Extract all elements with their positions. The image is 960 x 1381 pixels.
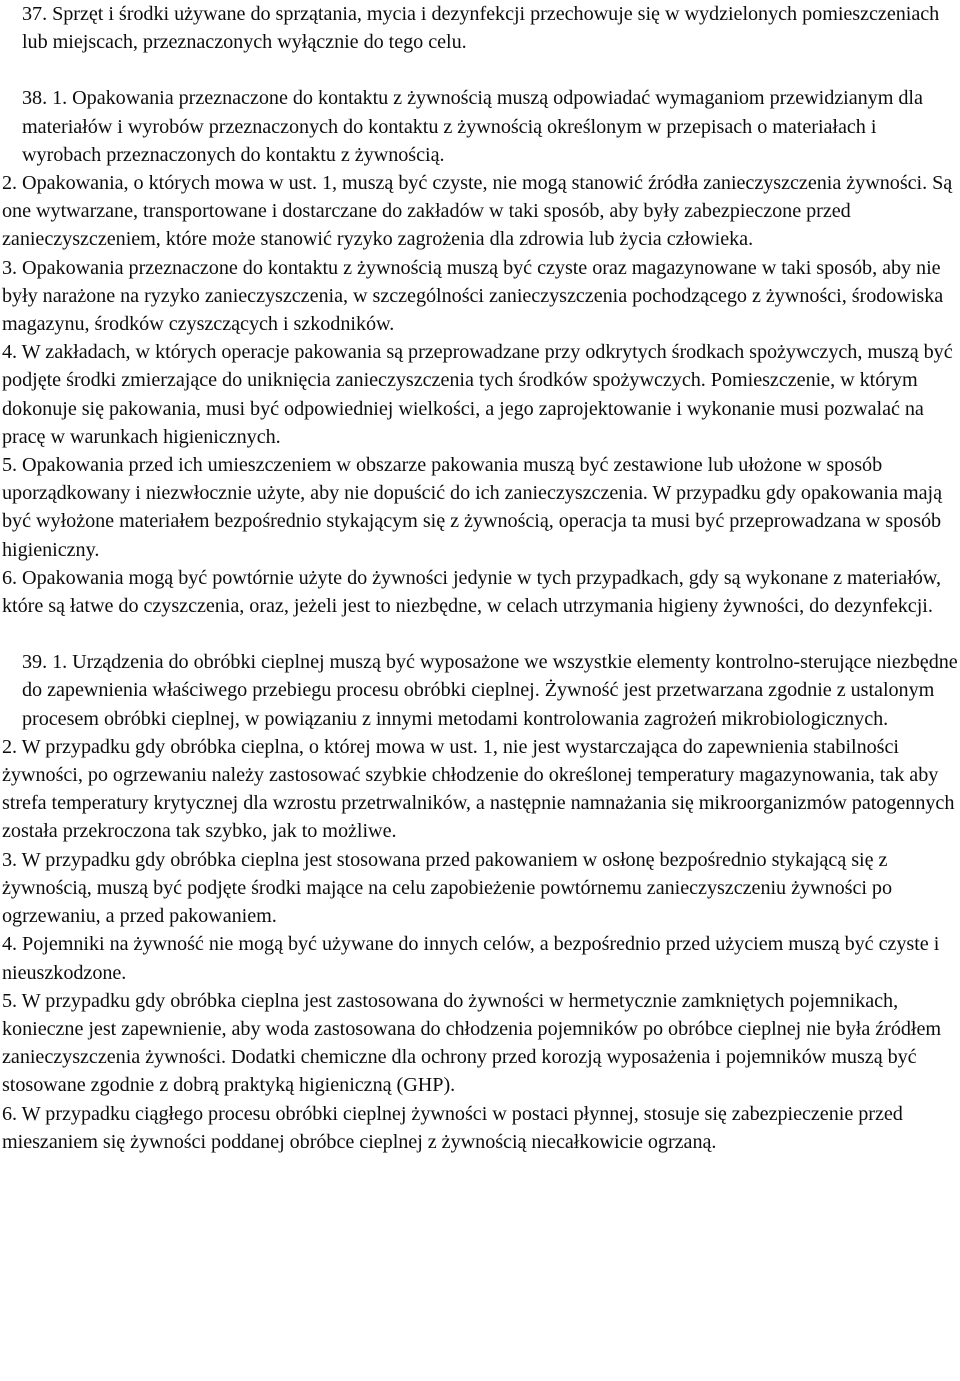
section-38-item-3: 3. Opakowania przeznaczone do kontaktu z żywnością muszą być czyste oraz magazynowane w taki sposób, aby nie były narażone na ryzyko zanieczyszczenia, w szczególności zanieczyszczenia pochodzącego z żywności, środowiska magazynu, środków czyszczących i szkodników. <box>2 256 944 336</box>
section-39-item-5: 5. W przypadku gdy obróbka cieplna jest zastosowana do żywności w hermetycznie zamkniętych pojemnikach, konieczne jest zapewnienie, aby woda zastosowana do chłodzenia pojemników po obróbce cieplnej nie była źródłem zanieczyszczenia żywności. Dodatki chemiczne dla ochrony przed korozją wyposażenia i pojemników muszą być stosowane zgodnie z dobrą praktyką higieniczną (GHP). <box>2 989 942 1097</box>
section-38-item-4: 4. W zakładach, w których operacje pakowania są przeprowadzane przy odkrytych środkach spożywczych, muszą być podjęte środki zmierzające do uniknięcia zanieczyszczenia tych środków spożywczych. Pomieszczenie, w którym dokonuje się pakowania, musi być odpowiedniej wielkości, a jego zaprojektowanie i wykonanie musi pozwalać na pracę w warunkach higienicznych. <box>2 341 953 448</box>
section-39-item-2: 2. W przypadku gdy obróbka cieplna, o której mowa w ust. 1, nie jest wystarczająca do zapewnienia stabilności żywności, po ogrzewaniu należy zastosować szybkie chłodzenie do określonej temperatury magazynowania, tak aby strefa temperatury krytycznej dla wzrostu przetrwalników, a następnie namnażania się mikroorganizmów patogennych została przekroczona tak szybko, jak to możliwe. <box>2 735 955 843</box>
section-39-item-6: 6. W przypadku ciągłego procesu obróbki cieplnej żywności w postaci płynnej, stosuje się zabezpieczenie przed mieszaniem się żywności poddanej obróbce cieplnej z żywnością niecałkowicie ogrzaną. <box>2 1102 903 1153</box>
section-37: 37. Sprzęt i środki używane do sprzątania, mycia i dezynfekcji przechowuje się w wydzielonych pomieszczeniach lub miejscach, przeznaczonych wyłącznie do tego celu. <box>22 3 940 54</box>
section-38-item-1: 38. 1. Opakowania przeznaczone do kontaktu z żywnością muszą odpowiadać wymaganiom przewidzianym dla materiałów i wyrobów przeznaczonych do kontaktu z żywnością określonym w przepisach o materiałach i wyrobach przeznaczonych do kontaktu z żywnością. <box>22 87 923 166</box>
section-39-item-4: 4. Pojemniki na żywność nie mogą być używane do innych celów, a bezpośrednio przed użyciem muszą być czyste i nieuszkodzone. <box>2 933 940 984</box>
paragraph-gap <box>2 56 958 84</box>
section-38-item-6: 6. Opakowania mogą być powtórnie użyte do żywności jedynie w tych przypadkach, gdy są wykonane z materiałów, które są łatwe do czyszczenia, oraz, jeżeli jest to niezbędne, w celach utrzymania higieny żywności, do dezynfekcji. <box>2 566 942 618</box>
section-38-item-5: 5. Opakowania przed ich umieszczeniem w obszarze pakowania muszą być zestawione lub ułożone w sposób uporządkowany i niezwłocznie użyte, aby nie dopuścić do ich zanieczyszczenia. W przypadku gdy opakowania mają być wyłożone materiałem bezpośrednio stykającym się z żywnością, operacja ta musi być przeprowadzana w sposób higieniczny. <box>2 454 943 561</box>
paragraph-gap <box>2 620 958 648</box>
section-39-item-1: 39. 1. Urządzenia do obróbki cieplnej muszą być wyposażone we wszystkie elementy kontrolno-sterujące niezbędne do zapewnienia właściwego przebiegu procesu obróbki cieplnej. Żywność jest przetwarzana zgodnie z ustalonym procesem obróbki cieplnej, w powiązaniu z innymi metodami kontrolowania zagrożeń mikrobiologicznych. <box>22 651 958 730</box>
section-38-item-2: 2. Opakowania, o których mowa w ust. 1, muszą być czyste, nie mogą stanowić źródła zanieczyszczenia żywności. Są one wytwarzane, transportowane i dostarczane do zakładów w taki sposób, aby były zabezpieczone przed zanieczyszczeniem, które może stanowić ryzyko zagrożenia dla zdrowia lub życia człowieka. <box>2 172 953 251</box>
section-39-item-3: 3. W przypadku gdy obróbka cieplna jest stosowana przed pakowaniem w osłonę bezpośrednio stykającą się z żywnością, muszą być podjęte środki mające na celu zapobieżenie powtórnemu zanieczyszczeniu żywności po ogrzewaniu, a przed pakowaniem. <box>2 848 893 928</box>
